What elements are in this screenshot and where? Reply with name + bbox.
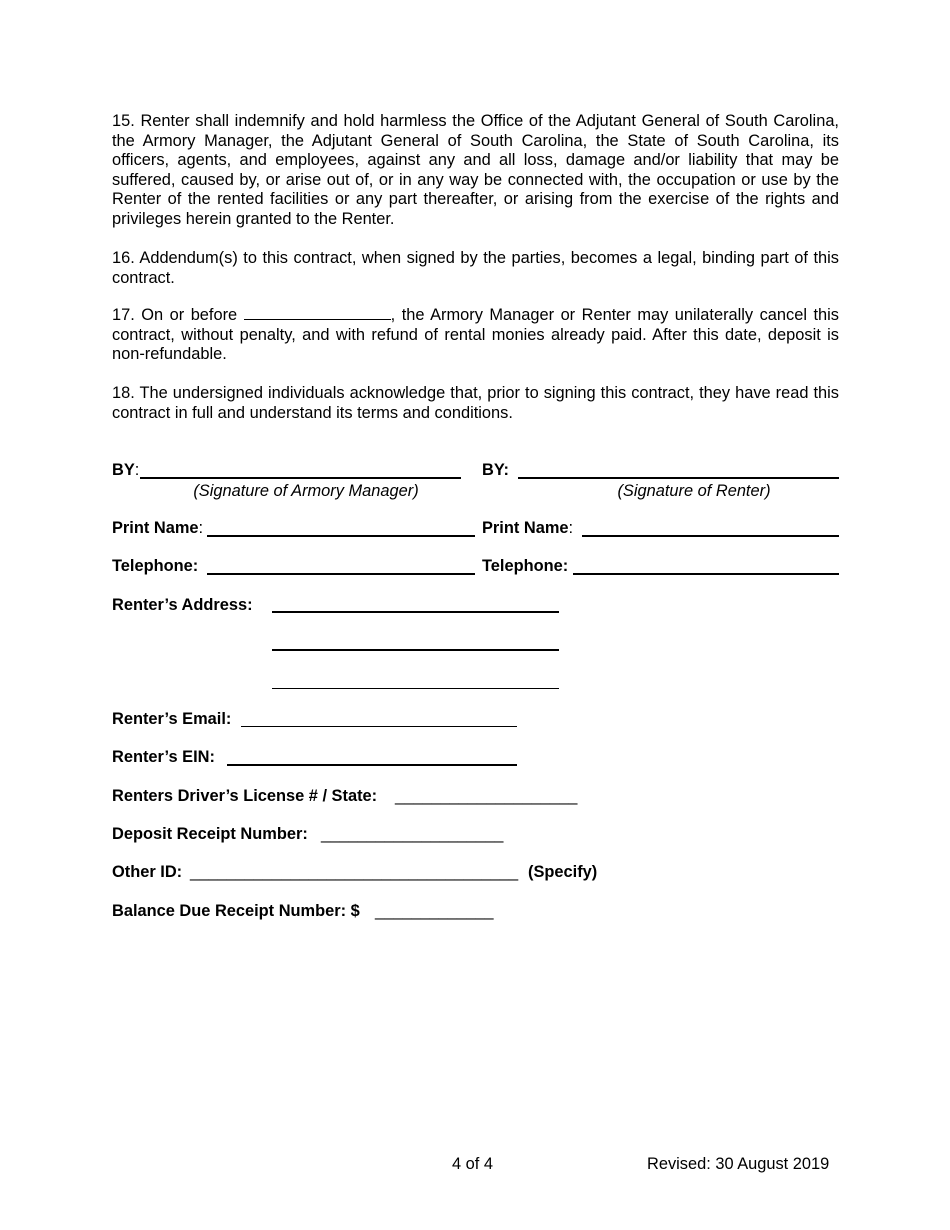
other-id-blank[interactable]: ____________________________________ <box>190 863 519 881</box>
print-name-right-text: Print Name <box>482 519 569 537</box>
renter-signature-caption: (Signature of Renter) <box>617 482 771 500</box>
drivers-license-label: Renters Driver’s License # / State: <box>112 787 378 805</box>
deposit-receipt-label: Deposit Receipt Number: <box>112 825 308 843</box>
by-left-colon: : <box>134 461 140 479</box>
renter-signature-line[interactable] <box>518 477 839 479</box>
balance-due-blank[interactable]: _____________ <box>375 902 494 920</box>
telephone-right-label: Telephone: <box>482 557 569 575</box>
manager-telephone-line[interactable] <box>207 573 475 575</box>
by-left-text: BY <box>112 461 135 479</box>
renter-telephone-line[interactable] <box>573 573 839 575</box>
manager-signature-line[interactable] <box>140 477 461 479</box>
telephone-left-label: Telephone: <box>112 557 199 575</box>
by-left-label <box>112 460 139 480</box>
print-name-right-colon: : <box>568 519 574 537</box>
cancel-date-blank[interactable] <box>244 318 391 320</box>
deposit-receipt-blank[interactable]: ____________________ <box>321 825 504 843</box>
print-name-left-label <box>112 518 203 538</box>
renter-address-line-3[interactable] <box>272 688 559 689</box>
renter-email-label: Renter’s Email: <box>112 710 232 728</box>
clause-17-end: , the Armory Manager or Renter may unilaterally cancel this contract, without penalty, and with refund of rental monies already paid. After this date, deposit is non-refundable. <box>112 306 839 364</box>
clause-17-start: 17. On or before <box>112 306 238 324</box>
renter-print-name-line[interactable] <box>582 535 839 537</box>
drivers-license-blank[interactable]: ____________________ <box>395 787 578 805</box>
print-name-left-text: Print Name <box>112 519 199 537</box>
manager-print-name-line[interactable] <box>207 535 475 537</box>
renter-ein-line[interactable] <box>227 764 517 766</box>
print-name-left-colon: : <box>198 519 204 537</box>
renter-address-line-1[interactable] <box>272 611 559 613</box>
other-id-label: Other ID: <box>112 863 183 881</box>
balance-due-label: Balance Due Receipt Number: $ <box>112 902 360 920</box>
clause-16: 16. Addendum(s) to this contract, when signed by the parties, becomes a legal, binding part of this contract. <box>112 249 839 287</box>
print-name-right-label <box>482 518 573 538</box>
page-number: 4 of 4 <box>452 1155 494 1173</box>
clause-17 <box>112 306 839 365</box>
renter-ein-label: Renter’s EIN: <box>112 748 215 766</box>
revision-date: Revised: 30 August 2019 <box>647 1155 830 1173</box>
renter-address-line-2[interactable] <box>272 649 559 651</box>
by-right-label: BY: <box>482 461 510 479</box>
clause-18: 18. The undersigned individuals acknowledge that, prior to signing this contract, they have read this contract in full and understand its terms and conditions. <box>112 384 839 422</box>
manager-signature-caption: (Signature of Armory Manager) <box>193 482 419 500</box>
renter-address-label: Renter’s Address: <box>112 596 253 614</box>
other-id-specify: (Specify) <box>528 863 598 881</box>
clause-15: 15. Renter shall indemnify and hold harmless the Office of the Adjutant General of South Carolina, the Armory Manager, the Adjutant General of South Carolina, the State of South Carolina, its officers, agents, and employees, against any and all loss, damage and/or liability that may be suffered, caused by, or arise out of, or in any way be connected with, the occupation or use by the Renter of the rented facilities or any part thereafter, or arising from the exercise of the rights and privileges herein granted to the Renter. <box>112 112 839 228</box>
renter-email-line[interactable] <box>241 726 517 727</box>
